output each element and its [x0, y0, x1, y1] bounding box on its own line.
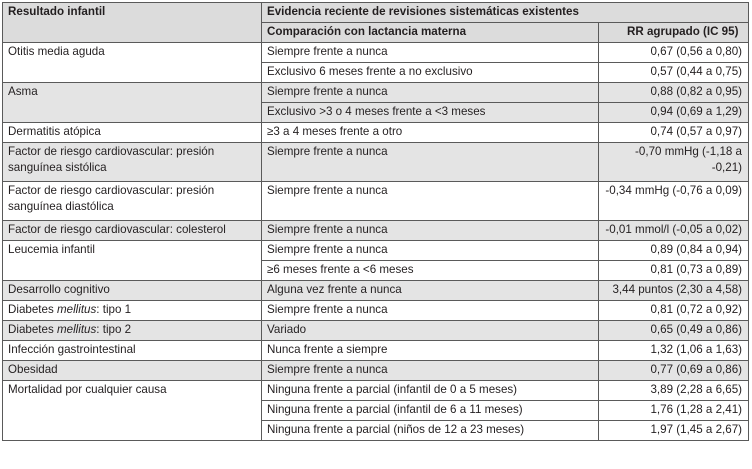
comparison-cell: ≥6 meses frente a <6 meses: [262, 261, 599, 281]
rr-cell: 0,65 (0,49 a 0,86): [599, 321, 749, 341]
rr-cell: 0,88 (0,82 a 0,95): [599, 83, 749, 103]
outcome-cell: Factor de riesgo cardiovascular: presión sanguínea diastólica: [3, 182, 262, 221]
comparison-cell: Variado: [262, 321, 599, 341]
outcome-cell: Otitis media aguda: [3, 43, 262, 83]
rr-cell: 0,57 (0,44 a 0,75): [599, 63, 749, 83]
rr-cell: -0,70 mmHg (-1,18 a -0,21): [599, 143, 749, 182]
outcome-cell: [3, 301, 262, 321]
outcome-text-pre: Diabetes: [8, 303, 57, 316]
table-row: [3, 83, 749, 103]
rr-cell: 1,32 (1,06 a 1,63): [599, 341, 749, 361]
table-row: [3, 381, 749, 401]
outcome-cell: Factor de riesgo cardiovascular: presión sanguínea sistólica: [3, 143, 262, 182]
outcome-cell: Obesidad: [3, 361, 262, 381]
rr-cell: 1,97 (1,45 a 2,67): [599, 421, 749, 441]
outcome-cell: Asma: [3, 83, 262, 123]
table-row: [3, 301, 749, 321]
comparison-cell: Exclusivo 6 meses frente a no exclusivo: [262, 63, 599, 83]
comparison-cell: Exclusivo >3 o 4 meses frente a <3 meses: [262, 103, 599, 123]
table-container: [2, 2, 749, 441]
outcome-cell: Leucemia infantil: [3, 241, 262, 281]
comparison-cell: Nunca frente a siempre: [262, 341, 599, 361]
rr-cell: 0,67 (0,56 a 0,80): [599, 43, 749, 63]
header-outcome: Resultado infantil: [3, 3, 262, 43]
comparison-cell: Siempre frente a nunca: [262, 182, 599, 221]
rr-cell: 3,89 (2,28 a 6,65): [599, 381, 749, 401]
table-row: [3, 221, 749, 241]
evidence-table: [2, 2, 749, 441]
outcome-cell: Desarrollo cognitivo: [3, 281, 262, 301]
table-row: [3, 182, 749, 221]
outcome-text-italic: mellitus: [56, 323, 97, 336]
table-row: [3, 123, 749, 143]
rr-cell: 3,44 puntos (2,30 a 4,58): [599, 281, 749, 301]
outcome-text-italic: mellitus: [56, 303, 97, 316]
rr-cell: 0,81 (0,72 a 0,92): [599, 301, 749, 321]
table-row: [3, 361, 749, 381]
outcome-cell: Dermatitis atópica: [3, 123, 262, 143]
rr-cell: 0,94 (0,69 a 1,29): [599, 103, 749, 123]
rr-cell: 0,74 (0,57 a 0,97): [599, 123, 749, 143]
comparison-cell: Siempre frente a nunca: [262, 43, 599, 63]
table-row: [3, 321, 749, 341]
comparison-cell: Ninguna frente a parcial (infantil de 0 a 5 meses): [262, 381, 599, 401]
table-row: [3, 43, 749, 63]
comparison-cell: Siempre frente a nunca: [262, 301, 599, 321]
rr-cell: 1,76 (1,28 a 2,41): [599, 401, 749, 421]
table-row: [3, 241, 749, 261]
table-row: [3, 281, 749, 301]
rr-cell: 0,77 (0,69 a 0,86): [599, 361, 749, 381]
outcome-cell: Infección gastrointestinal: [3, 341, 262, 361]
rr-cell: 0,81 (0,73 a 0,89): [599, 261, 749, 281]
header-comparison: Comparación con lactancia materna: [262, 23, 599, 43]
comparison-cell: Alguna vez frente a nunca: [262, 281, 599, 301]
comparison-cell: Siempre frente a nunca: [262, 221, 599, 241]
comparison-cell: Siempre frente a nunca: [262, 143, 599, 182]
outcome-text-post: : tipo 1: [96, 303, 132, 316]
header-evidence-group: Evidencia reciente de revisiones sistemáticas existentes: [262, 3, 749, 23]
outcome-cell: Mortalidad por cualquier causa: [3, 381, 262, 441]
outcome-text-pre: Diabetes: [8, 323, 57, 336]
rr-cell: -0,01 mmol/l (-0,05 a 0,02): [599, 221, 749, 241]
outcome-cell: Factor de riesgo cardiovascular: colesterol: [3, 221, 262, 241]
outcome-text-post: : tipo 2: [96, 323, 132, 336]
comparison-cell: Ninguna frente a parcial (niños de 12 a 23 meses): [262, 421, 599, 441]
table-row: [3, 143, 749, 182]
comparison-cell: Siempre frente a nunca: [262, 83, 599, 103]
comparison-cell: Siempre frente a nunca: [262, 241, 599, 261]
comparison-cell: Siempre frente a nunca: [262, 361, 599, 381]
comparison-cell: ≥3 a 4 meses frente a otro: [262, 123, 599, 143]
rr-cell: -0,34 mmHg (-0,76 a 0,09): [599, 182, 749, 221]
outcome-cell: [3, 321, 262, 341]
comparison-cell: Ninguna frente a parcial (infantil de 6 a 11 meses): [262, 401, 599, 421]
rr-cell: 0,89 (0,84 a 0,94): [599, 241, 749, 261]
table-row: [3, 341, 749, 361]
header-rr: RR agrupado (IC 95): [599, 23, 749, 43]
